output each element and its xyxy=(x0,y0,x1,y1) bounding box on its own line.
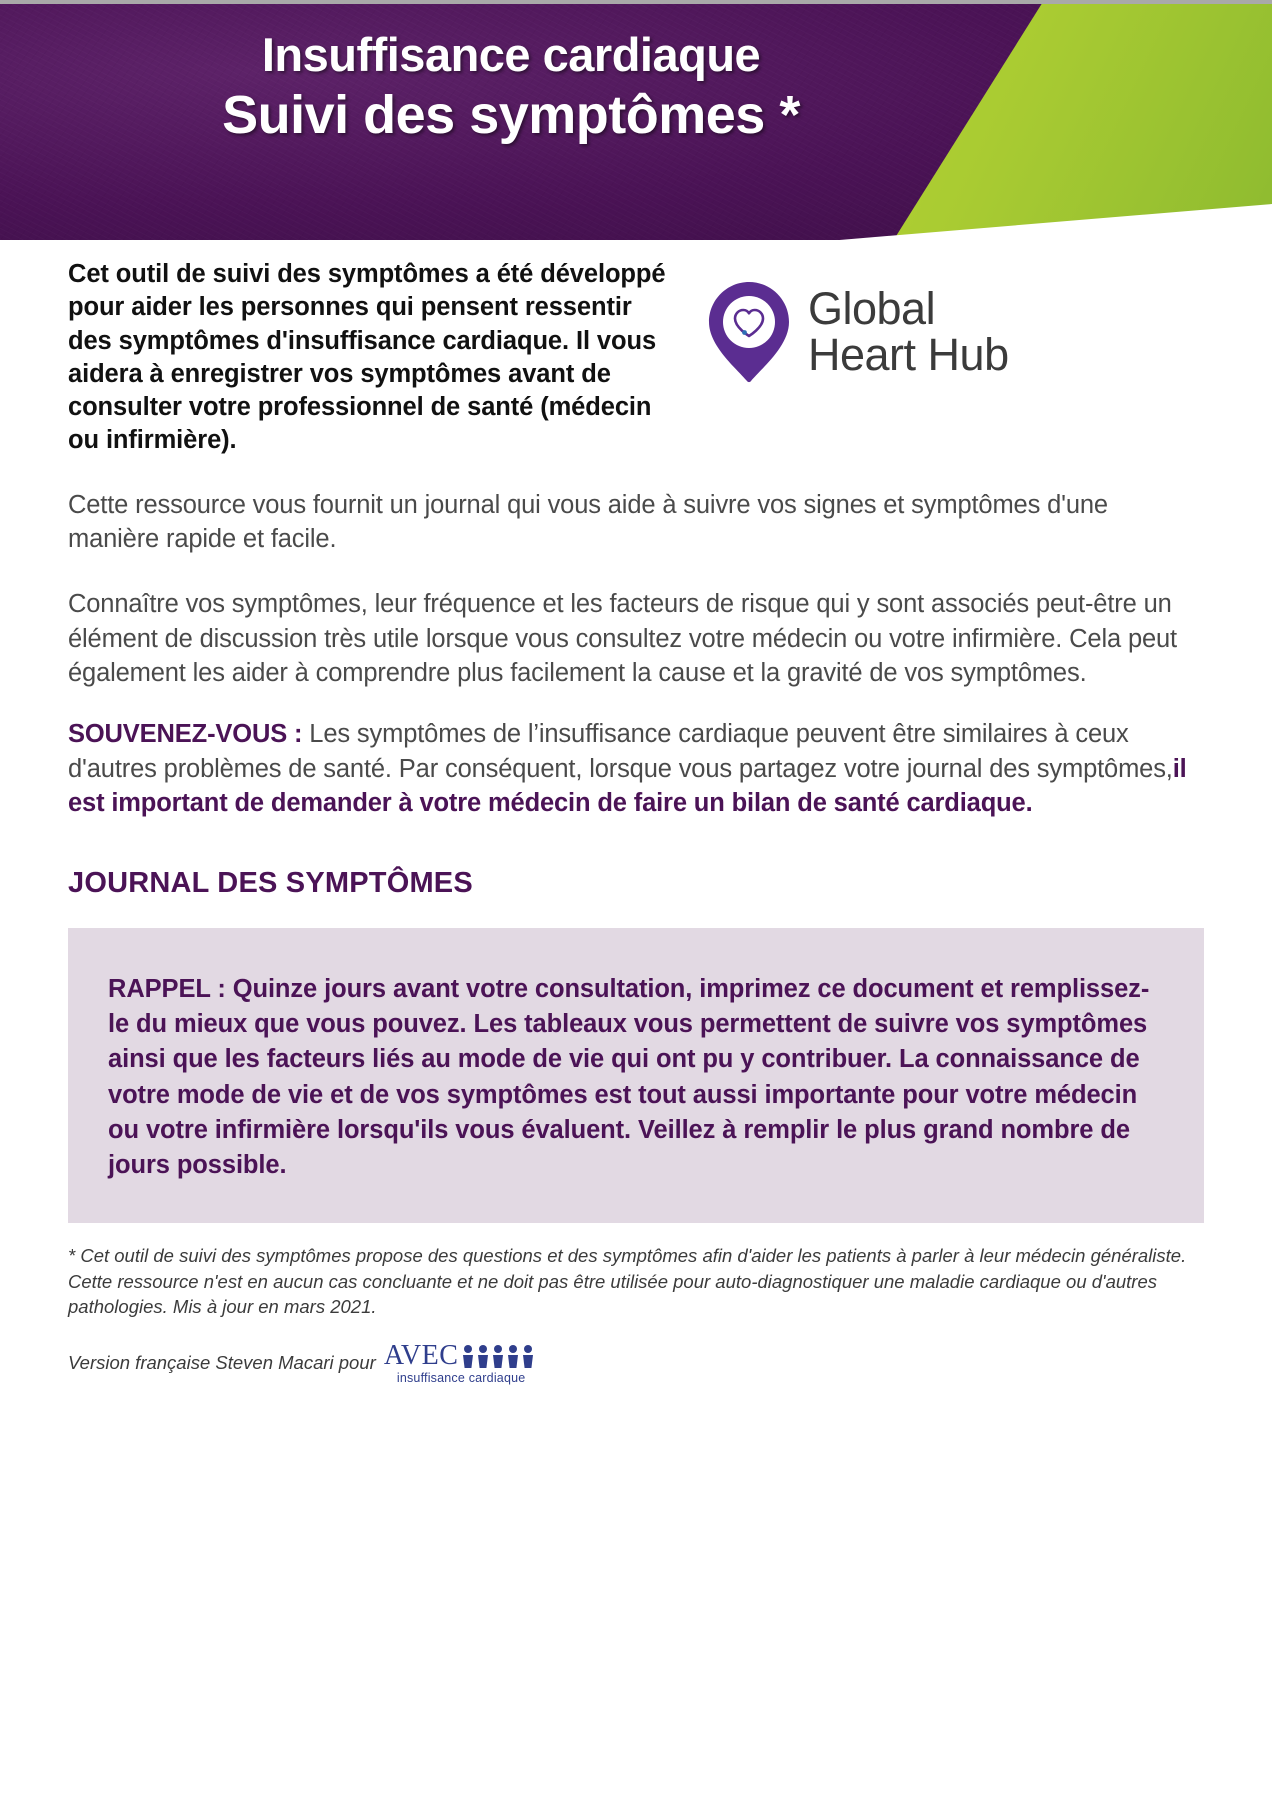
rappel-body: Quinze jours avant votre consultation, imprimez ce document et remplissez-le du mieux que vous pouvez. Les tableaux vous permettent de suivre vos symptômes ainsi que les facteurs liés au mode de vie qui ont pu y contribuer. La connaissance de votre mode de vie et de vos symptômes est tout aussi importante pour votre médecin ou votre infirmière lorsqu'ils vous évaluent. Veillez à remplir le plus grand nombre de jours possible. xyxy=(108,974,1150,1179)
remember-paragraph xyxy=(68,717,1204,821)
body-paragraph-2: Connaître vos symptômes, leur fréquence et les facteurs de risque qui y sont associés peut-être un élément de discussion très utile lorsque vous consultez votre médecin ou votre infirmière. Cela peut également les aider à comprendre plus facilement la cause et la gravité de vos symptômes. xyxy=(68,589,1177,688)
version-credit-text: Version française Steven Macari pour xyxy=(68,1351,376,1373)
global-heart-hub-logo xyxy=(706,280,1009,384)
people-figures-icon xyxy=(460,1344,538,1370)
version-credit-row xyxy=(68,1339,1204,1385)
heart-pin-icon xyxy=(706,280,792,384)
logo-word-line-2: Heart Hub xyxy=(808,329,1009,380)
rappel-label: RAPPEL : xyxy=(108,974,226,1003)
page-title-line-1: Insuffisance cardiaque xyxy=(261,28,761,81)
page-header-banner xyxy=(0,0,1272,240)
intro-row xyxy=(68,258,1204,458)
remember-emphasis: il est important de demander à votre médecin de faire un bilan de santé cardiaque. xyxy=(68,754,1187,818)
page-content xyxy=(0,258,1272,1384)
page-title xyxy=(0,26,1272,149)
rappel-callout-box xyxy=(68,928,1204,1223)
global-heart-hub-wordmark xyxy=(808,283,1009,380)
rappel-callout-text xyxy=(108,972,1164,1183)
header-top-rule xyxy=(0,0,1272,4)
remember-label: SOUVENEZ-VOUS : xyxy=(68,719,303,748)
page-title-line-2: Suivi des symptômes * xyxy=(222,85,800,146)
logo-word-line-1: Global xyxy=(808,283,936,335)
logo-container xyxy=(668,258,1204,384)
body-paragraph-1: Cette ressource vous fournit un journal qui vous aide à suivre vos signes et symptômes d'une manière rapide et facile. xyxy=(68,490,1108,554)
avec-logo xyxy=(383,1339,539,1385)
avec-subtitle: insuffisance cardiaque xyxy=(396,1370,526,1385)
journal-section-heading: JOURNAL DES SYMPTÔMES xyxy=(68,866,473,899)
footnote-disclaimer: * Cet outil de suivi des symptômes propose des questions et des symptômes afin d'aider les patients à parler à leur médecin généraliste. Cette ressource n'est en aucun cas concluante et ne doit pas être utilisée pour auto-diagnostiquer une maladie cardiaque ou d'autres pathologies. Mis à jour en mars 2021. xyxy=(68,1245,1187,1318)
avec-wordmark: AVEC xyxy=(383,1339,459,1371)
avec-logo-top xyxy=(383,1339,539,1371)
intro-bold-paragraph: Cet outil de suivi des symptômes a été développé pour aider les personnes qui pensent ressentir des symptômes d'insuffisance cardiaque. Il vous aidera à enregistrer vos symptômes avant de consulter votre professionnel de santé (médecin ou infirmière). xyxy=(68,260,666,455)
remember-text: Les symptômes de l’insuffisance cardiaque peuvent être similaires à ceux d'autres problèmes de santé. Par conséquent, lorsque vous partagez votre journal des symptômes, xyxy=(68,719,1173,783)
